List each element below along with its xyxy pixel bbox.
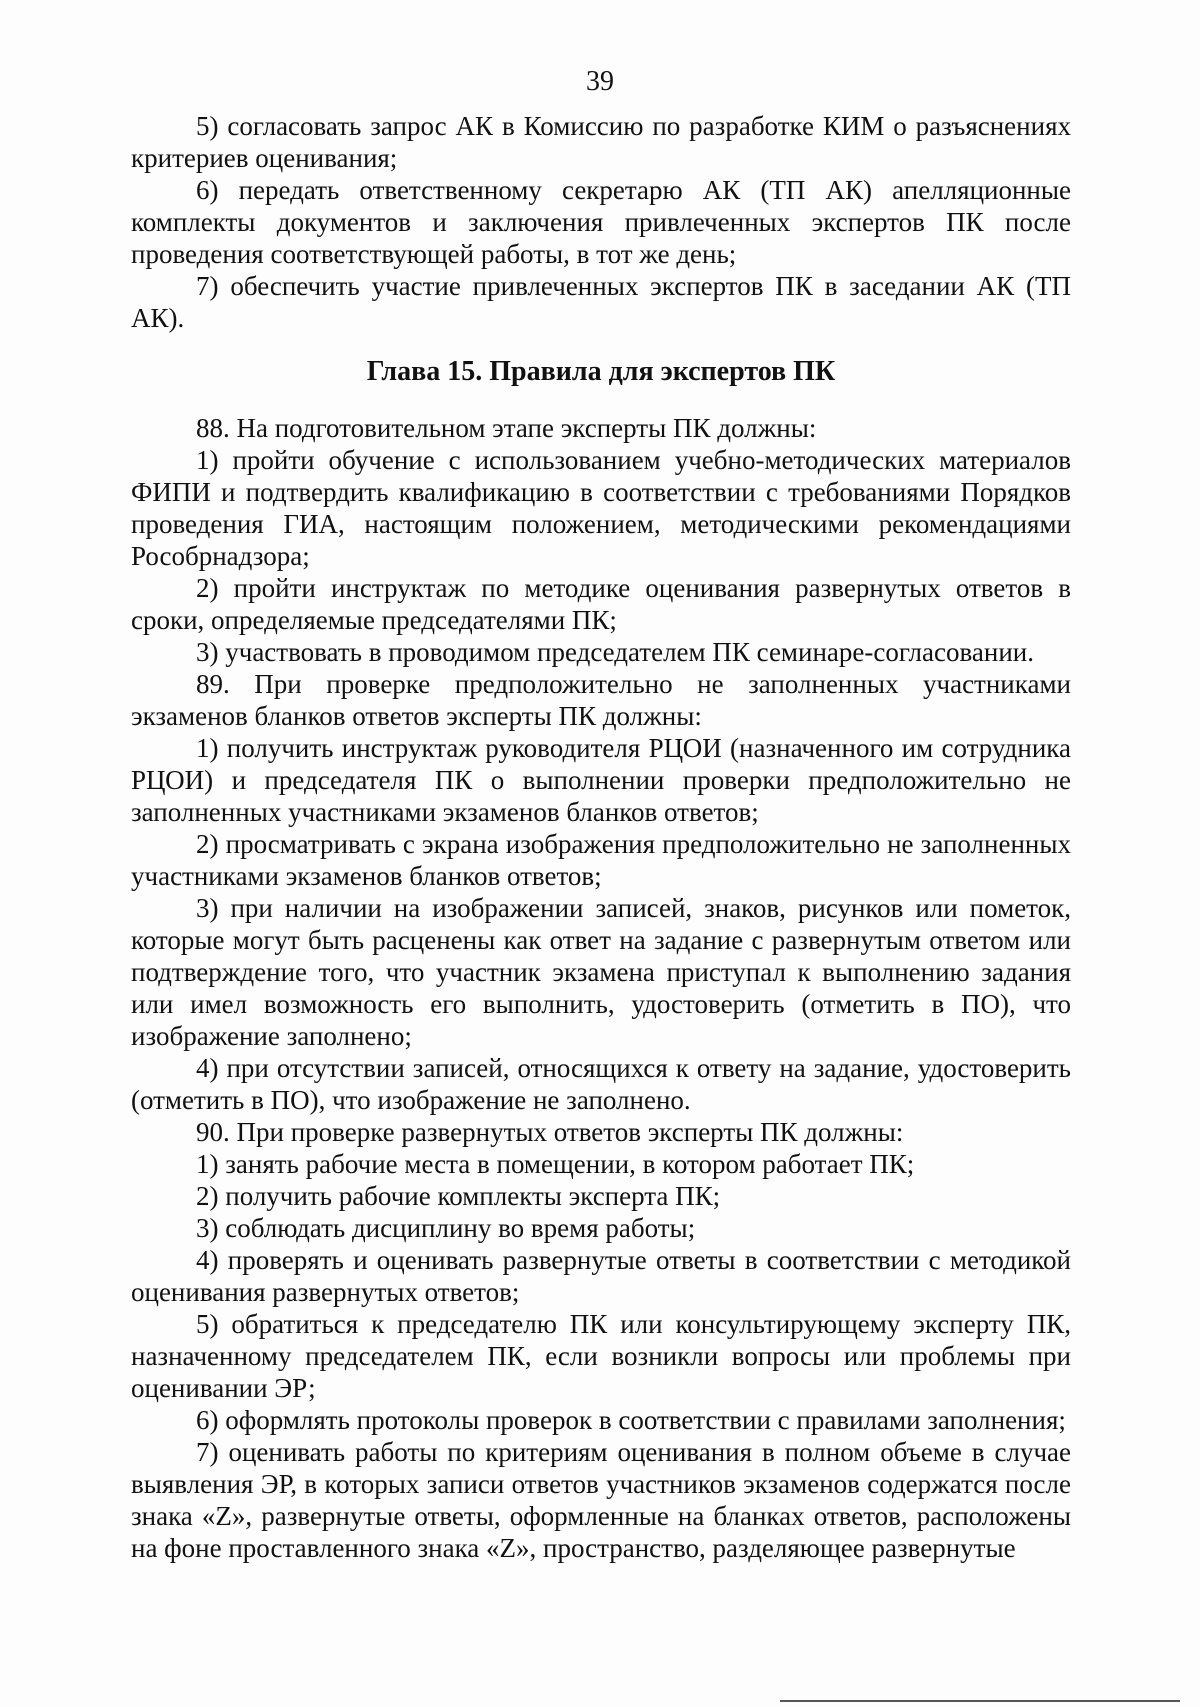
document-body <box>131 110 1071 1564</box>
list-item-paragraph: 2) просматривать с экрана изображения предположительно не заполненных участниками экзаменов бланков ответов; <box>131 829 1071 891</box>
list-item-paragraph: 4) проверять и оценивать развернутые ответы в соответствии с методикой оценивания развернутых ответов; <box>131 1245 1071 1307</box>
list-item-paragraph: 7) обеспечить участие привлеченных экспертов ПК в заседании АК (ТП АК). <box>131 271 1071 333</box>
list-item-paragraph: 3) соблюдать дисциплину во время работы; <box>196 1213 696 1243</box>
section-paragraph: 90. При проверке развернутых ответов эксперты ПК должны: <box>196 1117 904 1147</box>
list-item-paragraph: 4) при отсутствии записей, относящихся к ответу на задание, удостоверить (отметить в ПО), что изображение не заполнено. <box>131 1053 1071 1115</box>
list-item-paragraph: 2) получить рабочие комплекты эксперта ПК; <box>196 1181 721 1211</box>
list-item-paragraph: 1) занять рабочие места в помещении, в котором работает ПК; <box>196 1149 915 1179</box>
list-item-paragraph: 2) пройти инструктаж по методике оценивания развернутых ответов в сроки, определяемые председателями ПК; <box>131 573 1071 635</box>
list-item-paragraph: 6) передать ответственному секретарю АК (ТП АК) апелляционные комплекты документов и заключения привлеченных экспертов ПК после проведения соответствующей работы, в тот же день; <box>131 175 1071 269</box>
list-item-paragraph: 5) обратиться к председателю ПК или консультирующему эксперту ПК, назначенному председателем ПК, если возникли вопросы или проблемы при оценивании ЭР; <box>131 1309 1071 1403</box>
page-number: 39 <box>586 66 614 97</box>
list-item-paragraph: 1) получить инструктаж руководителя РЦОИ (назначенного им сотрудника РЦОИ) и председателя ПК о выполнении проверки предположительно не заполненных участниками экзаменов бланков ответов; <box>131 733 1071 827</box>
list-item-paragraph: 3) участвовать в проводимом председателем ПК семинаре-согласовании. <box>196 637 1034 667</box>
list-item-paragraph: 3) при наличии на изображении записей, знаков, рисунков или пометок, которые могут быть расценены как ответ на задание с развернутым ответом или подтверждение того, что участник экзамена приступал к выполнению задания или имел возможность его выполнить, удостоверить (отметить в ПО), что изображение заполнено; <box>131 893 1071 1051</box>
page-edge-rule <box>780 1700 1180 1702</box>
chapter-heading: Глава 15. Правила для экспертов ПК <box>366 356 836 387</box>
list-item-paragraph: 1) пройти обучение с использованием учебно-методических материалов ФИПИ и подтвердить квалификацию в соответствии с требованиями Порядков проведения ГИА, настоящим положением, методическими рекомендациями Рособрнадзора; <box>131 445 1071 571</box>
list-item-paragraph: 5) согласовать запрос АК в Комиссию по разработке КИМ о разъяснениях критериев оценивания; <box>131 111 1071 173</box>
section-paragraph: 89. При проверке предположительно не заполненных участниками экзаменов бланков ответов эксперты ПК должны: <box>131 669 1071 731</box>
section-paragraph: 88. На подготовительном этапе эксперты ПК должны: <box>196 413 817 443</box>
list-item-paragraph: 6) оформлять протоколы проверок в соответствии с правилами заполнения; <box>196 1405 1066 1435</box>
list-item-paragraph: 7) оценивать работы по критериям оценивания в полном объеме в случае выявления ЭР, в которых записи ответов участников экзаменов содержатся после знака «Z», развернутые ответы, оформленные на бланках ответов, расположены на фоне проставленного знака «Z», пространство, разделяющее развернутые <box>131 1437 1071 1563</box>
